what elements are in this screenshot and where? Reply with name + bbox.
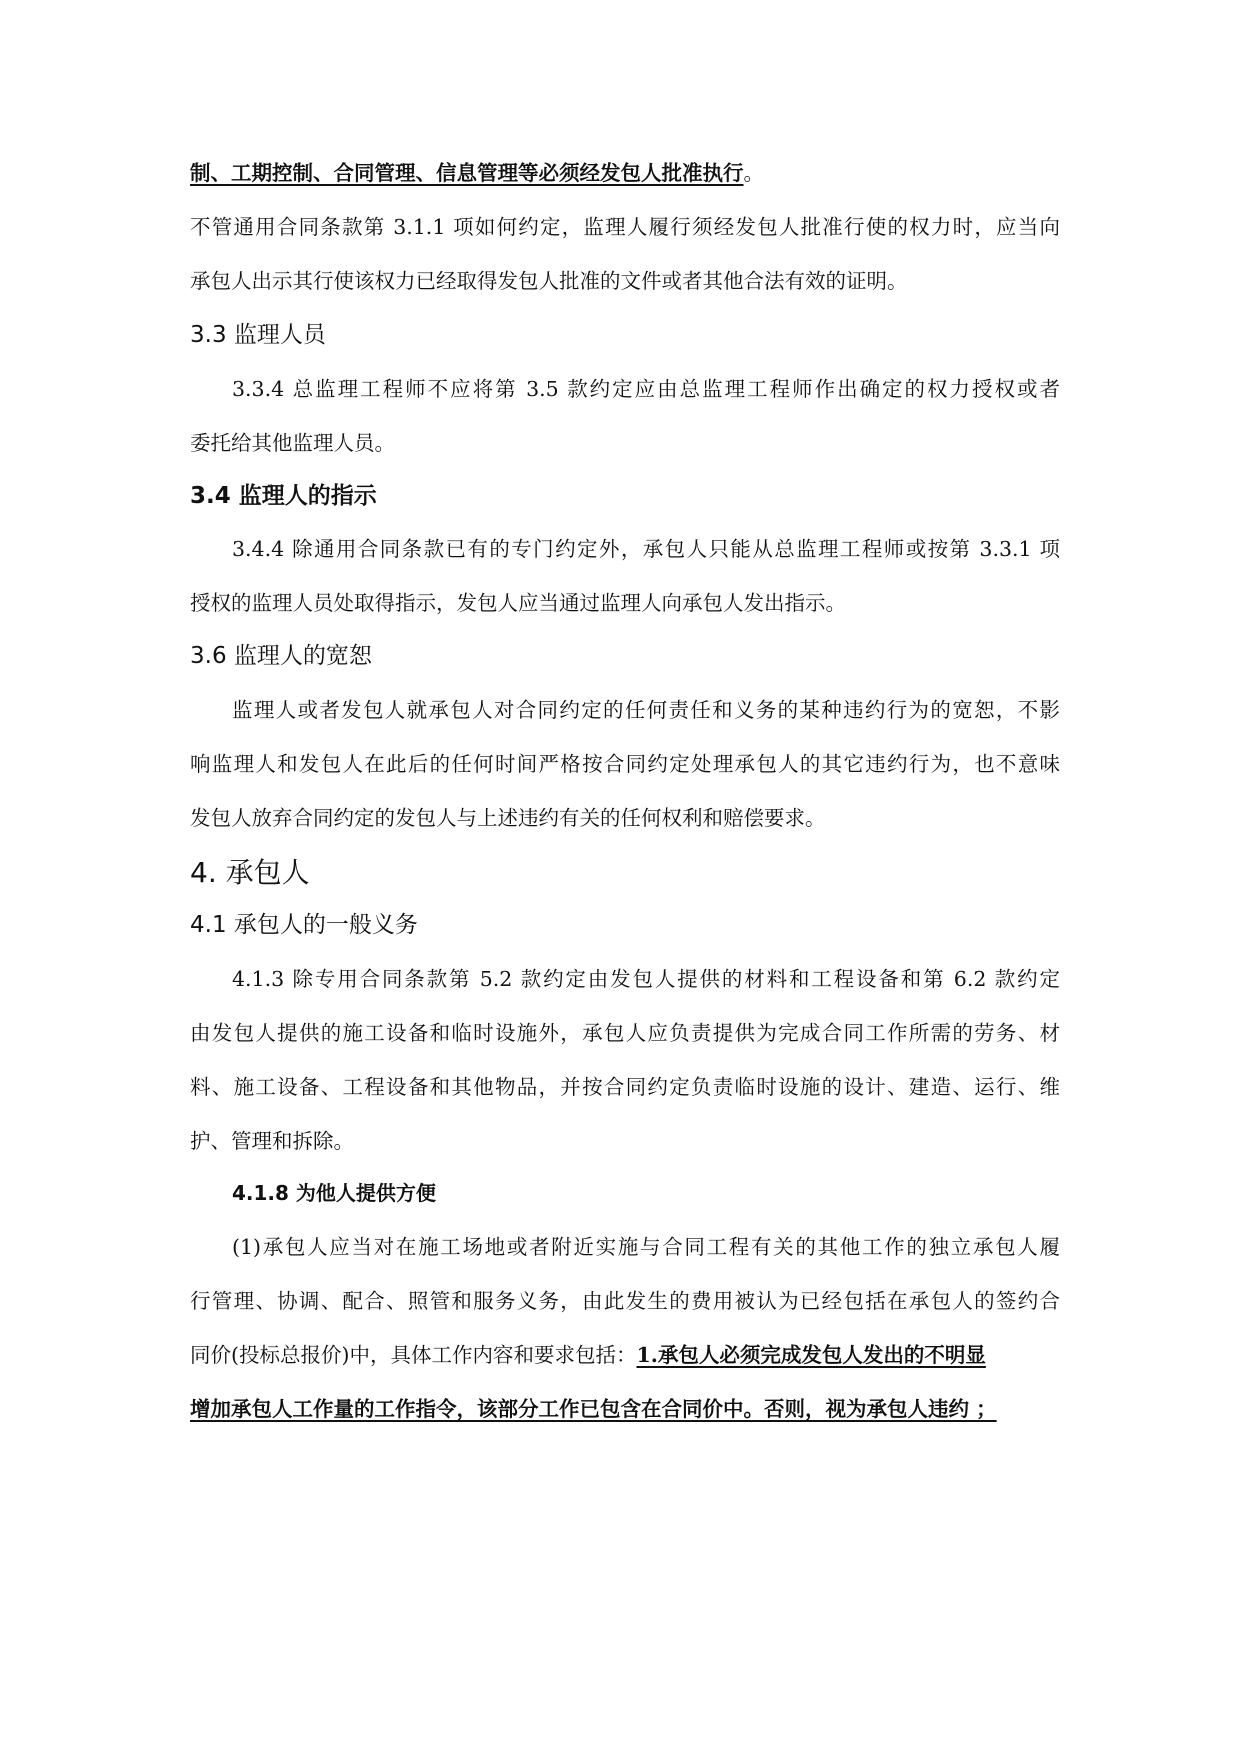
paragraph-line: (1)承包人应当对在施工场地或者附近实施与合同工程有关的其他工作的独立承包人履 bbox=[232, 1235, 1060, 1259]
bold-underlined-text: 制、工期控制、合同管理、信息管理等必须经发包人批准执行 bbox=[190, 161, 744, 185]
chapter-heading-4: 4. 承包人 bbox=[190, 856, 310, 889]
paragraph-line: 发包人放弃合同约定的发包人与上述违约有关的任何权利和赔偿要求。 bbox=[190, 806, 826, 830]
paragraph-line: 3.3.4 总监理工程师不应将第 3.5 款约定应由总监理工程师作出确定的权力授权或者 bbox=[232, 377, 1060, 401]
paragraph-line: 响监理人和发包人在此后的任何时间严格按合同约定处理承包人的其它违约行为，也不意味 bbox=[190, 752, 1060, 776]
text: 。 bbox=[743, 161, 764, 185]
paragraph-line: 监理人或者发包人就承包人对合同约定的任何责任和义务的某种违约行为的宽恕，不影 bbox=[232, 698, 1060, 722]
text: 同价(投标总报价)中，具体工作内容和要求包括： bbox=[190, 1343, 637, 1367]
paragraph-line bbox=[190, 158, 1060, 188]
paragraph-line-bold-underlined: 增加承包人工作量的工作指令，该部分工作已包含在合同价中。否则，视为承包人违约 ； bbox=[190, 1397, 997, 1421]
section-heading-4-1: 4.1 承包人的一般义务 bbox=[190, 912, 418, 938]
paragraph-line bbox=[190, 1340, 1060, 1370]
paragraph-line: 行管理、协调、配合、照管和服务义务，由此发生的费用被认为已经包括在承包人的签约合 bbox=[190, 1289, 1060, 1313]
paragraph-line: 料、施工设备、工程设备和其他物品，并按合同约定负责临时设施的设计、建造、运行、维 bbox=[190, 1075, 1060, 1099]
section-heading-3-3: 3.3 监理人员 bbox=[190, 322, 326, 348]
subsection-heading-4-1-8: 4.1.8 为他人提供方便 bbox=[232, 1181, 436, 1205]
paragraph-line: 3.4.4 除通用合同条款已有的专门约定外，承包人只能从总监理工程师或按第 3.3.1 项 bbox=[232, 537, 1060, 561]
paragraph-line: 委托给其他监理人员。 bbox=[190, 431, 395, 455]
paragraph-line: 承包人出示其行使该权力已经取得发包人批准的文件或者其他合法有效的证明。 bbox=[190, 269, 908, 293]
section-heading-3-4: 3.4 监理人的指示 bbox=[190, 483, 377, 509]
section-heading-3-6: 3.6 监理人的宽恕 bbox=[190, 643, 372, 669]
paragraph-line: 护、管理和拆除。 bbox=[190, 1129, 354, 1153]
paragraph-line: 授权的监理人员处取得指示，发包人应当通过监理人向承包人发出指示。 bbox=[190, 591, 846, 615]
paragraph-line: 不管通用合同条款第 3.1.1 项如何约定，监理人履行须经发包人批准行使的权力时，应当向 bbox=[190, 215, 1060, 239]
bold-underlined-text: 1.承包人必须完成发包人发出的不明显 bbox=[636, 1343, 986, 1367]
paragraph-line: 4.1.3 除专用合同条款第 5.2 款约定由发包人提供的材料和工程设备和第 6.2 款约定 bbox=[232, 967, 1060, 991]
paragraph-line: 由发包人提供的施工设备和临时设施外，承包人应负责提供为完成合同工作所需的劳务、材 bbox=[190, 1021, 1060, 1045]
